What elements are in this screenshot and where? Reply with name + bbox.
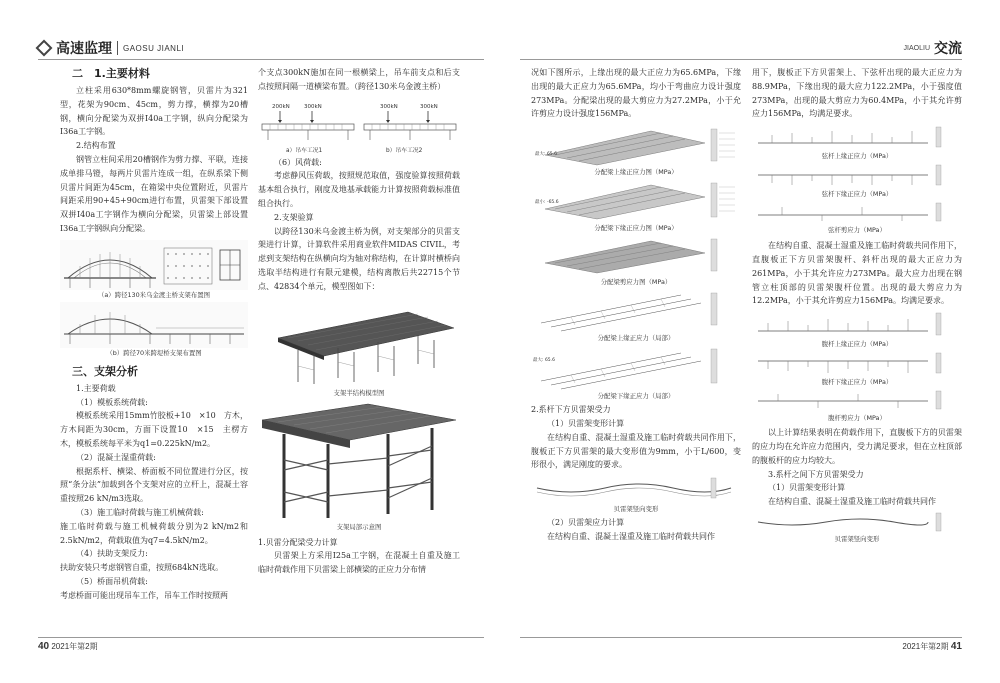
figure-beam-bottom-stress	[531, 179, 741, 223]
local-drawing	[258, 400, 460, 522]
beam-bottom-local-plot	[531, 345, 741, 391]
journal-subtitle: GAOSU JIANLI	[123, 43, 185, 53]
caption-beam-bottom-local: 分配梁下缘正应力（局部）	[597, 392, 675, 401]
subheading-formwork: （1）模板系统荷载:	[76, 397, 148, 407]
load-label-1: 200kN	[272, 103, 290, 110]
crane-cases-drawing	[258, 98, 460, 156]
figure-web-top	[752, 311, 962, 339]
subheading-concrete: （2）混凝土湿重荷载:	[76, 452, 156, 462]
paragraph-wind: 考虑静风压荷载，按照规范取值，强度验算按照荷载基本组合执行，刚度及地基承载能力计算按照荷载标准值组合执行。	[258, 171, 460, 208]
header-rule-left	[38, 59, 484, 60]
figure-half-model	[258, 298, 460, 388]
heading-analysis: 三、支架分析	[72, 364, 138, 378]
paragraph-formwork: 模板系统采用15mm竹胶板+10 ×10 方木，方木间距为30cm，方面下设置10 ×15 主楞方木，模板系统每平米为q1=0.225kN/m2。	[60, 411, 248, 448]
subheading-wind: （6）风荷载:	[274, 157, 322, 167]
figure-web-shear	[752, 389, 962, 413]
page-number-right: 41	[950, 641, 962, 652]
figure-beam-shear	[531, 235, 741, 277]
paragraph-web-results: 在结构自重、混凝土湿重及施工临时荷载共同作用下，直腹板正下方贝雷架腹杆、斜杆出现的最大正应力为261MPa，小于其允许应力273MPa。最大应力出现在钢管立柱顶部的贝雷架腹杆位置。出现的最大剪应力为12.2MPa，小于其允许剪应力156MPa。均满足要求。	[752, 241, 962, 306]
caption-crane-case-2: b）吊车工况2	[386, 147, 423, 154]
caption-web-top: 腹杆上缘正应力（MPa）	[821, 340, 893, 349]
subheading-beam: 1.贝雷分配梁受力计算	[258, 537, 338, 547]
subheading-deformation: （1）贝雷架变形计算	[547, 418, 625, 428]
caption-beam-top-local: 分配梁上缘正应力（局部）	[597, 334, 675, 343]
paragraph-support-check: 以跨径130米乌金渡主桥为例，对支架部分的贝雷支架进行计算，计算软件采用商业软件MIDAS CIVIL，考虑到支架结构在纵横向均为轴对称结构，在计算时横桥向选取半结构进行有限元建模，结构离散后共22715个节点、42834个单元，模型图如下：	[258, 226, 460, 291]
beam-top-local-plot	[531, 289, 741, 333]
page-number-left: 40	[38, 641, 50, 652]
paragraph-concrete: 根据系杆、横梁、桥面板不同位置进行分区，按照“条分法”加载到各个支架对应的立杆上，混凝土容重按照26 kN/m3选取。	[60, 466, 248, 504]
subheading-deformation-2: （1）贝雷架变形计算	[768, 483, 846, 493]
figure-deformation	[531, 476, 741, 504]
caption-chord-top: 弦杆上缘正应力（MPa）	[821, 152, 893, 161]
caption-beam-top-stress: 分配梁上缘正应力图（MPa）	[594, 168, 678, 177]
caption-chord-shear: 弦杆剪应力（MPa）	[828, 226, 886, 235]
figure-chord-shear	[752, 201, 962, 225]
paragraph-materials: 立柱采用630*8mm螺旋钢管，贝雷片为321型，花架为90cm、45cm，剪力撑，横撑为20槽钢，横向分配梁为双拼I40a工字钢，纵向分配梁为I36a工字钢。	[60, 86, 248, 137]
subheading-auxiliary: （4）扶助支架反力:	[76, 549, 148, 559]
beam-bottom-stress-plot	[531, 179, 741, 223]
paragraph-chord-results: 用下，腹板正下方贝雷架上、下弦杆出现的最大正应力为88.9MPa，下缘出现的最大应力122.2MPa，小于强度值273MPa，出现的最大剪应力为60.4MPa，小于其允许剪应力156MPa，均满足要求。	[752, 68, 962, 119]
crane-case-1	[262, 104, 354, 140]
column-1	[60, 66, 248, 603]
paragraph-deformation-2: 在结构自重、混凝土湿重及施工临时荷载共同作	[768, 497, 936, 507]
paragraph-beam: 贝雷架上方采用I25a工字钢，在混凝土自重及施工临时荷载作用下贝雷梁上部横梁的正应力分布情	[258, 551, 460, 575]
plot-max-label-local: 最大: 65.6	[533, 358, 555, 364]
footer-left	[38, 641, 98, 652]
load-label-3: 300kN	[380, 103, 398, 110]
web-bottom-plot	[752, 351, 962, 377]
paragraph-conclusion: 以上计算结果表明在荷载作用下，直腹板下方的贝雷架的应力均在允许应力范围内，受力满足要求，但在立柱顶部的腹板杆的应力均较大。	[752, 428, 962, 465]
caption-web-shear: 腹杆剪应力（MPa）	[828, 414, 886, 423]
journal-title: 高速监理	[56, 41, 112, 57]
web-shear-plot	[752, 389, 962, 413]
caption-local: 支架局部示意图	[336, 522, 382, 531]
subheading-crane: （5）桥面吊机荷载:	[76, 576, 148, 586]
figure-crane-cases	[258, 98, 460, 156]
figure-local	[258, 400, 460, 522]
column-3	[531, 66, 741, 544]
paragraph-crane-cont: 个支点300kN施加在同一根横梁上，吊车前支点和后支点按照间隔一道横梁布置。（跨径130米乌金渡主桥）	[258, 68, 460, 91]
subheading-stress-calc: （2）贝雷架应力计算	[547, 518, 625, 528]
header-rule-right	[520, 59, 962, 60]
bridge-70-drawing	[60, 302, 248, 348]
paragraph-crane: 考虑桥面可能出现吊车工作，吊车工作时按照两	[60, 590, 228, 600]
header-right	[904, 38, 962, 58]
load-label-2: 300kN	[304, 103, 322, 110]
figure-deformation-2	[752, 512, 962, 534]
subheading-loads: 1.主要荷载	[76, 383, 116, 393]
footer-right	[902, 641, 962, 652]
column-2	[258, 66, 460, 577]
section-english: JIAOLIU	[903, 44, 930, 52]
paragraph-layout: 钢管立柱间采用20槽钢作为剪力撑、平联，连接成单排马镫，每两片贝雷片连成一组，在纵系梁下侧贝雷片间距为45cm，在箱梁中央位置附近，贝雷片间距采用90+45+90cm进行布置，贝雷架下部设置双拼I40a工字钢作为横向分配梁，贝雷梁上部设置I36a工字钢纵向分配梁。	[60, 154, 248, 233]
chord-top-plot	[752, 125, 962, 151]
heading-materials: 二 1.主要材料	[72, 67, 150, 80]
figure-bridge-130	[60, 240, 248, 290]
journal-logo-icon	[36, 40, 53, 57]
subheading-layout: 2.结构布置	[76, 141, 116, 151]
chord-bottom-plot	[752, 163, 962, 189]
paragraph-stress-calc: 在结构自重、混凝土湿重及施工临时荷载共同作	[547, 531, 715, 541]
subheading-between-sys: 3.系杆之间下方贝雷架受力	[768, 469, 864, 479]
paragraph-construction: 施工临时荷载与施工机械荷载分别为2 kN/m2和2.5kN/m2，荷载取值为q7=4.5kN/m2。	[60, 521, 248, 545]
subheading-support-check: 2.支架验算	[274, 212, 314, 222]
beam-top-stress-plot	[531, 125, 741, 167]
deformation-plot	[531, 476, 741, 504]
caption-deformation: 贝雷架竖向变形	[613, 505, 659, 514]
caption-deformation-2: 贝雷架竖向变形	[834, 534, 880, 543]
section-title: 交流	[934, 41, 962, 57]
beam-shear-plot	[531, 235, 741, 277]
plot-max-label: 最大: 65.6	[535, 152, 557, 158]
figure-chord-top	[752, 125, 962, 151]
half-model-drawing	[258, 298, 460, 388]
deformation-2-plot	[752, 512, 962, 534]
figure-web-bottom	[752, 351, 962, 377]
issue-right: 2021年第2期	[902, 642, 949, 651]
subheading-sys-bailey: 2.系杆下方贝雷架受力	[531, 405, 611, 415]
chord-shear-plot	[752, 201, 962, 225]
plot-min-label: 最小: -65.6	[535, 200, 559, 206]
caption-chord-bottom: 弦杆下缘正应力（MPa）	[821, 190, 893, 199]
issue-left: 2021年第2期	[51, 642, 98, 651]
figure-beam-top-local	[531, 289, 741, 333]
footer-rule-left	[38, 637, 484, 638]
caption-crane-case-1: a）吊车工况1	[286, 147, 323, 154]
caption-bridge-70: （b）跨径70米跨堤桥支架布置图	[106, 348, 202, 357]
figure-beam-top-stress	[531, 125, 741, 167]
footer-rule-right	[520, 637, 962, 638]
figure-chord-bottom	[752, 163, 962, 189]
caption-half-model: 支架半结构模型图	[333, 388, 385, 397]
crane-case-2	[364, 104, 456, 140]
caption-bridge-130: （a）跨径130米乌金渡主桥支架布置图	[98, 290, 210, 299]
column-4	[752, 66, 962, 546]
header-separator	[117, 41, 118, 55]
paragraph-beam-cont: 况如下图所示，上缘出现的最大正应力为65.6MPa，下缘出现的最大正应力为65.6MPa，均小于弯曲应力设计强度273MPa。分配梁出现的最大剪应力为27.2MPa，小于允许剪应力设计强度156MPa。	[531, 68, 741, 119]
load-label-4: 300kN	[420, 103, 438, 110]
figure-beam-bottom-local	[531, 345, 741, 391]
web-top-plot	[752, 311, 962, 339]
figure-bridge-70	[60, 302, 248, 348]
caption-beam-shear: 分配梁剪应力图（MPa）	[600, 278, 672, 287]
subheading-construction: （3）施工临时荷载与施工机械荷载:	[76, 507, 204, 517]
caption-beam-bottom-stress: 分配梁下缘正应力图（MPa）	[594, 224, 678, 233]
header-left	[38, 38, 184, 58]
paragraph-auxiliary: 扶助安装只考虑钢管自重，按照684kN选取。	[60, 563, 224, 573]
paragraph-deformation: 在结构自重、混凝土湿重及施工临时荷载共同作用下，腹板正下方贝雷架的最大变形值为9mm，小于L/600，变形很小，满足刚度的要求。	[531, 432, 741, 470]
caption-web-bottom: 腹杆下缘正应力（MPa）	[821, 378, 893, 387]
bridge-130-drawing	[60, 240, 248, 290]
